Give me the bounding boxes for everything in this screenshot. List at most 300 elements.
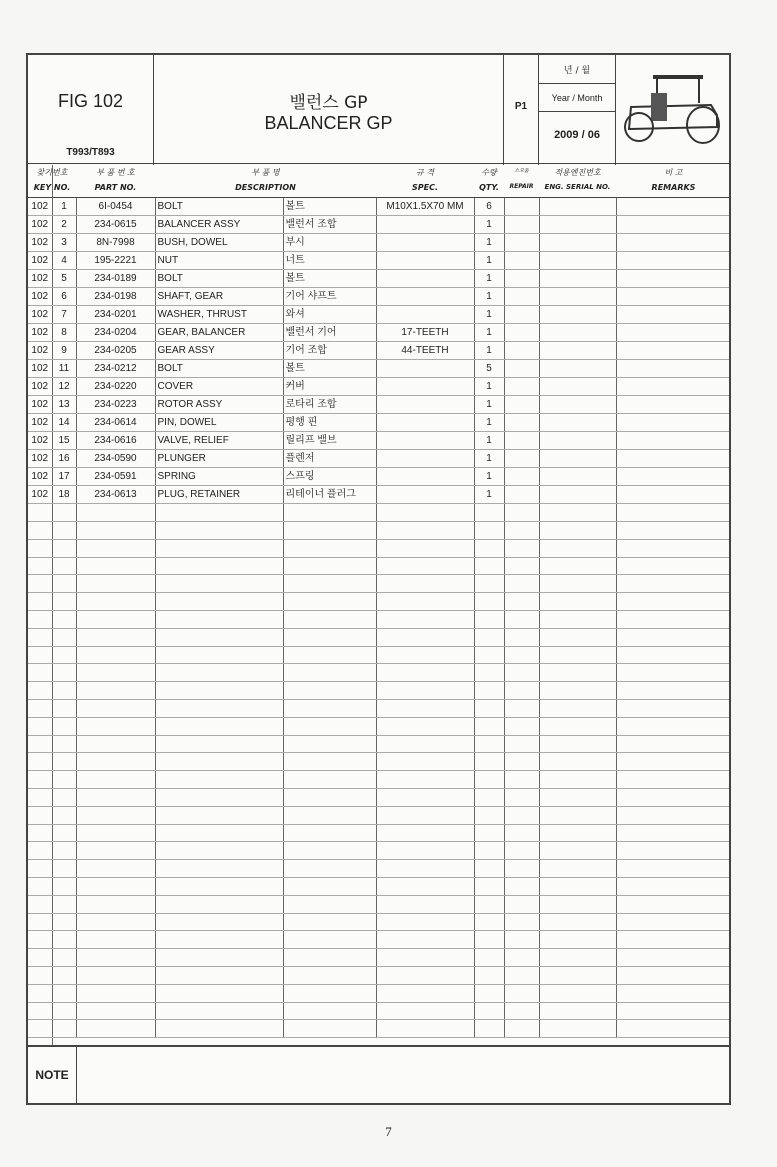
empty-cell	[76, 1002, 155, 1020]
empty-cell	[474, 842, 504, 860]
blank-row	[28, 842, 729, 860]
empty-cell	[539, 396, 616, 414]
empty-cell	[283, 682, 376, 700]
cell-desc-kr: 밸런서 기어	[283, 324, 376, 342]
empty-cell	[52, 1002, 76, 1020]
table-row	[28, 486, 729, 504]
table-row	[28, 270, 729, 288]
blank-row	[28, 700, 729, 718]
empty-cell	[504, 522, 539, 540]
empty-cell	[474, 1002, 504, 1020]
cell-fig: 102	[28, 216, 52, 234]
empty-cell	[76, 628, 155, 646]
empty-cell	[504, 575, 539, 593]
cell-desc-en: GEAR, BALANCER	[155, 324, 283, 342]
empty-cell	[28, 913, 52, 931]
cell-key: 2	[52, 216, 76, 234]
fig-number: FIG 102	[57, 91, 124, 111]
empty-cell	[616, 806, 729, 824]
empty-cell	[283, 717, 376, 735]
empty-cell	[474, 967, 504, 985]
cell-desc-en: BUSH, DOWEL	[155, 234, 283, 252]
empty-cell	[539, 450, 616, 468]
col-qty-en: QTY.	[479, 183, 499, 192]
table-row	[28, 396, 729, 414]
cell-desc-kr: 부시	[283, 234, 376, 252]
empty-cell	[504, 378, 539, 396]
empty-cell	[474, 895, 504, 913]
empty-cell	[504, 646, 539, 664]
empty-cell	[155, 860, 283, 878]
cell-desc-kr: 평행 핀	[283, 414, 376, 432]
col-spec-kr: 규 격	[416, 168, 434, 177]
cell-qty: 1	[474, 468, 504, 486]
blank-row	[28, 789, 729, 807]
empty-cell	[474, 717, 504, 735]
empty-cell	[504, 806, 539, 824]
empty-cell	[539, 967, 616, 985]
cell-key: 5	[52, 270, 76, 288]
empty-cell	[155, 611, 283, 629]
cell-desc-en: NUT	[155, 252, 283, 270]
empty-cell	[474, 984, 504, 1002]
empty-cell	[504, 895, 539, 913]
cell-desc-en: PLUG, RETAINER	[155, 486, 283, 504]
cell-desc-en: ROTOR ASSY	[155, 396, 283, 414]
blank-row	[28, 1020, 729, 1038]
empty-cell	[539, 468, 616, 486]
empty-cell	[155, 1020, 283, 1038]
empty-cell	[52, 557, 76, 575]
cell-qty: 1	[474, 486, 504, 504]
empty-cell	[474, 753, 504, 771]
table-row	[28, 324, 729, 342]
table-row	[28, 234, 729, 252]
cell-key: 6	[52, 288, 76, 306]
col-remarks-en: REMARKS	[651, 183, 696, 192]
empty-cell	[616, 664, 729, 682]
empty-cell	[474, 860, 504, 878]
empty-cell	[539, 216, 616, 234]
cell-desc-en: WASHER, THRUST	[155, 306, 283, 324]
empty-cell	[28, 539, 52, 557]
blank-row	[28, 628, 729, 646]
empty-cell	[504, 342, 539, 360]
empty-cell	[616, 342, 729, 360]
empty-cell	[155, 984, 283, 1002]
empty-cell	[28, 504, 52, 522]
date-value: 2009 / 06	[554, 129, 600, 141]
empty-cell	[376, 824, 474, 842]
empty-cell	[539, 682, 616, 700]
col-part-kr: 부 품 번 호	[96, 168, 135, 177]
cell-desc-kr: 플렌저	[283, 450, 376, 468]
empty-cell	[283, 1020, 376, 1038]
empty-cell	[474, 628, 504, 646]
cell-fig: 102	[28, 432, 52, 450]
empty-cell	[283, 860, 376, 878]
empty-cell	[539, 628, 616, 646]
empty-cell	[474, 735, 504, 753]
empty-cell	[28, 593, 52, 611]
cell-desc-kr: 커버	[283, 378, 376, 396]
empty-cell	[283, 611, 376, 629]
empty-cell	[539, 288, 616, 306]
table-row	[28, 378, 729, 396]
empty-cell	[76, 860, 155, 878]
empty-cell	[474, 771, 504, 789]
cell-desc-kr: 밸런서 조합	[283, 216, 376, 234]
empty-cell	[52, 824, 76, 842]
empty-cell	[52, 1020, 76, 1038]
table-row	[28, 306, 729, 324]
blank-row	[28, 967, 729, 985]
empty-cell	[616, 646, 729, 664]
empty-cell	[283, 664, 376, 682]
empty-cell	[76, 913, 155, 931]
blank-row	[28, 895, 729, 913]
empty-cell	[616, 504, 729, 522]
col-serial-en: ENG. SERIAL NO.	[544, 183, 611, 191]
cell-fig: 102	[28, 324, 52, 342]
cell-spec: 17-TEETH	[376, 324, 474, 342]
empty-cell	[616, 198, 729, 216]
col-part-en: PART NO.	[94, 183, 137, 192]
empty-cell	[155, 700, 283, 718]
empty-cell	[539, 270, 616, 288]
cell-qty: 1	[474, 432, 504, 450]
empty-cell	[155, 967, 283, 985]
empty-cell	[76, 789, 155, 807]
cell-desc-kr: 로타리 조합	[283, 396, 376, 414]
empty-cell	[76, 646, 155, 664]
col-remarks-kr: 비 고	[664, 168, 683, 177]
col-desc-kr: 부 품 명	[251, 168, 280, 177]
blank-row	[28, 664, 729, 682]
year-month-en: Year / Month	[551, 93, 603, 103]
empty-cell	[76, 806, 155, 824]
blank-row	[28, 522, 729, 540]
empty-cell	[76, 984, 155, 1002]
empty-cell	[504, 270, 539, 288]
empty-cell	[474, 646, 504, 664]
empty-cell	[376, 878, 474, 896]
cell-desc-kr: 와셔	[283, 306, 376, 324]
empty-cell	[539, 700, 616, 718]
empty-cell	[474, 664, 504, 682]
blank-row	[28, 984, 729, 1002]
empty-cell	[616, 306, 729, 324]
empty-cell	[155, 895, 283, 913]
empty-cell	[616, 682, 729, 700]
empty-cell	[52, 842, 76, 860]
cell-fig: 102	[28, 198, 52, 216]
col-repair-en: REPAIR	[509, 183, 534, 190]
empty-cell	[376, 664, 474, 682]
empty-cell	[76, 664, 155, 682]
cell-fig: 102	[28, 252, 52, 270]
empty-cell	[376, 860, 474, 878]
empty-cell	[76, 967, 155, 985]
empty-cell	[28, 646, 52, 664]
cell-part: 234-0189	[76, 270, 155, 288]
empty-cell	[76, 753, 155, 771]
empty-cell	[539, 1020, 616, 1038]
cell-spec	[376, 252, 474, 270]
empty-cell	[504, 984, 539, 1002]
empty-cell	[155, 682, 283, 700]
empty-cell	[616, 967, 729, 985]
empty-cell	[155, 753, 283, 771]
empty-cell	[616, 288, 729, 306]
empty-cell	[539, 878, 616, 896]
empty-cell	[28, 717, 52, 735]
empty-cell	[504, 396, 539, 414]
blank-row	[28, 557, 729, 575]
cell-key: 18	[52, 486, 76, 504]
cell-desc-kr: 릴리프 밸브	[283, 432, 376, 450]
empty-cell	[539, 378, 616, 396]
empty-cell	[616, 414, 729, 432]
empty-cell	[539, 717, 616, 735]
note-section	[28, 1045, 729, 1103]
empty-cell	[28, 984, 52, 1002]
empty-cell	[616, 753, 729, 771]
blank-row	[28, 575, 729, 593]
blank-row	[28, 806, 729, 824]
empty-cell	[155, 504, 283, 522]
empty-cell	[28, 682, 52, 700]
empty-cell	[504, 306, 539, 324]
cell-desc-en: BOLT	[155, 360, 283, 378]
cell-qty: 1	[474, 342, 504, 360]
empty-cell	[28, 949, 52, 967]
col-key-kr: 찾기번호	[36, 168, 68, 177]
blank-row	[28, 611, 729, 629]
empty-cell	[504, 198, 539, 216]
table-row	[28, 198, 729, 216]
empty-cell	[539, 895, 616, 913]
empty-cell	[539, 522, 616, 540]
empty-cell	[52, 700, 76, 718]
empty-cell	[474, 611, 504, 629]
cell-desc-kr: 너트	[283, 252, 376, 270]
empty-cell	[283, 593, 376, 611]
cell-spec	[376, 234, 474, 252]
empty-cell	[52, 895, 76, 913]
cell-desc-kr: 볼트	[283, 198, 376, 216]
cell-qty: 1	[474, 270, 504, 288]
cell-key: 1	[52, 198, 76, 216]
cell-desc-kr: 볼트	[283, 360, 376, 378]
empty-cell	[155, 878, 283, 896]
empty-cell	[539, 753, 616, 771]
empty-cell	[155, 593, 283, 611]
empty-cell	[52, 860, 76, 878]
table-row	[28, 468, 729, 486]
empty-cell	[474, 593, 504, 611]
empty-cell	[283, 539, 376, 557]
empty-cell	[376, 895, 474, 913]
cell-fig: 102	[28, 288, 52, 306]
cell-qty: 1	[474, 396, 504, 414]
empty-cell	[52, 984, 76, 1002]
empty-cell	[616, 234, 729, 252]
table-row	[28, 450, 729, 468]
empty-cell	[155, 557, 283, 575]
cell-spec	[376, 396, 474, 414]
empty-cell	[28, 700, 52, 718]
empty-cell	[283, 789, 376, 807]
empty-cell	[504, 539, 539, 557]
empty-cell	[376, 789, 474, 807]
empty-cell	[76, 1020, 155, 1038]
cell-qty: 1	[474, 378, 504, 396]
empty-cell	[52, 539, 76, 557]
cell-part: 8N-7998	[76, 234, 155, 252]
empty-cell	[504, 216, 539, 234]
empty-cell	[539, 913, 616, 931]
cell-qty: 1	[474, 306, 504, 324]
cell-key: 12	[52, 378, 76, 396]
empty-cell	[616, 735, 729, 753]
empty-cell	[76, 878, 155, 896]
empty-cell	[616, 842, 729, 860]
empty-cell	[376, 913, 474, 931]
empty-cell	[28, 789, 52, 807]
empty-cell	[76, 557, 155, 575]
empty-cell	[155, 913, 283, 931]
cell-spec: M10X1.5X70 MM	[376, 198, 474, 216]
empty-cell	[539, 575, 616, 593]
empty-cell	[616, 432, 729, 450]
empty-cell	[76, 824, 155, 842]
empty-cell	[616, 611, 729, 629]
empty-cell	[504, 735, 539, 753]
page-code: P1	[514, 101, 528, 112]
empty-cell	[539, 593, 616, 611]
table-row	[28, 216, 729, 234]
empty-cell	[155, 771, 283, 789]
empty-cell	[28, 967, 52, 985]
empty-cell	[52, 789, 76, 807]
empty-cell	[283, 557, 376, 575]
empty-cell	[539, 789, 616, 807]
empty-cell	[376, 522, 474, 540]
cell-fig: 102	[28, 342, 52, 360]
empty-cell	[283, 646, 376, 664]
empty-cell	[616, 360, 729, 378]
table-row	[28, 432, 729, 450]
empty-cell	[474, 522, 504, 540]
cell-desc-en: COVER	[155, 378, 283, 396]
empty-cell	[28, 878, 52, 896]
empty-cell	[616, 878, 729, 896]
empty-cell	[504, 611, 539, 629]
empty-cell	[52, 753, 76, 771]
empty-cell	[283, 522, 376, 540]
cell-spec	[376, 270, 474, 288]
empty-cell	[28, 931, 52, 949]
empty-cell	[76, 611, 155, 629]
empty-cell	[376, 628, 474, 646]
empty-cell	[28, 824, 52, 842]
empty-cell	[474, 806, 504, 824]
empty-cell	[539, 360, 616, 378]
empty-cell	[504, 878, 539, 896]
empty-cell	[52, 593, 76, 611]
empty-cell	[616, 270, 729, 288]
cell-qty: 5	[474, 360, 504, 378]
empty-cell	[52, 522, 76, 540]
tractor-box	[616, 55, 731, 165]
cell-qty: 1	[474, 450, 504, 468]
empty-cell	[616, 789, 729, 807]
empty-cell	[504, 682, 539, 700]
cell-qty: 1	[474, 234, 504, 252]
empty-cell	[504, 486, 539, 504]
empty-cell	[504, 771, 539, 789]
empty-cell	[52, 628, 76, 646]
cell-part: 234-0223	[76, 396, 155, 414]
note-label: NOTE	[28, 1047, 77, 1103]
empty-cell	[539, 611, 616, 629]
cell-fig: 102	[28, 468, 52, 486]
table-row	[28, 360, 729, 378]
empty-cell	[504, 414, 539, 432]
empty-cell	[539, 806, 616, 824]
cell-spec	[376, 306, 474, 324]
empty-cell	[539, 984, 616, 1002]
empty-cell	[28, 522, 52, 540]
empty-cell	[52, 682, 76, 700]
date-box	[539, 55, 616, 165]
cell-desc-en: BOLT	[155, 270, 283, 288]
page-number: 7	[385, 1124, 392, 1139]
empty-cell	[376, 539, 474, 557]
empty-cell	[539, 504, 616, 522]
cell-part: 195-2221	[76, 252, 155, 270]
empty-cell	[283, 575, 376, 593]
empty-cell	[283, 753, 376, 771]
empty-cell	[155, 949, 283, 967]
empty-cell	[155, 575, 283, 593]
empty-cell	[52, 575, 76, 593]
empty-cell	[504, 1020, 539, 1038]
empty-cell	[76, 682, 155, 700]
empty-cell	[504, 842, 539, 860]
empty-cell	[616, 895, 729, 913]
empty-cell	[474, 539, 504, 557]
empty-cell	[52, 771, 76, 789]
empty-cell	[28, 628, 52, 646]
empty-cell	[52, 949, 76, 967]
empty-cell	[376, 984, 474, 1002]
col-serial-kr: 적용엔진번호	[554, 168, 601, 177]
empty-cell	[539, 557, 616, 575]
empty-cell	[155, 539, 283, 557]
empty-cell	[539, 646, 616, 664]
blank-row	[28, 931, 729, 949]
empty-cell	[52, 611, 76, 629]
empty-cell	[616, 324, 729, 342]
empty-cell	[283, 931, 376, 949]
empty-cell	[504, 967, 539, 985]
parts-sheet	[26, 53, 731, 1105]
cell-part: 234-0616	[76, 432, 155, 450]
empty-cell	[504, 753, 539, 771]
empty-cell	[474, 504, 504, 522]
